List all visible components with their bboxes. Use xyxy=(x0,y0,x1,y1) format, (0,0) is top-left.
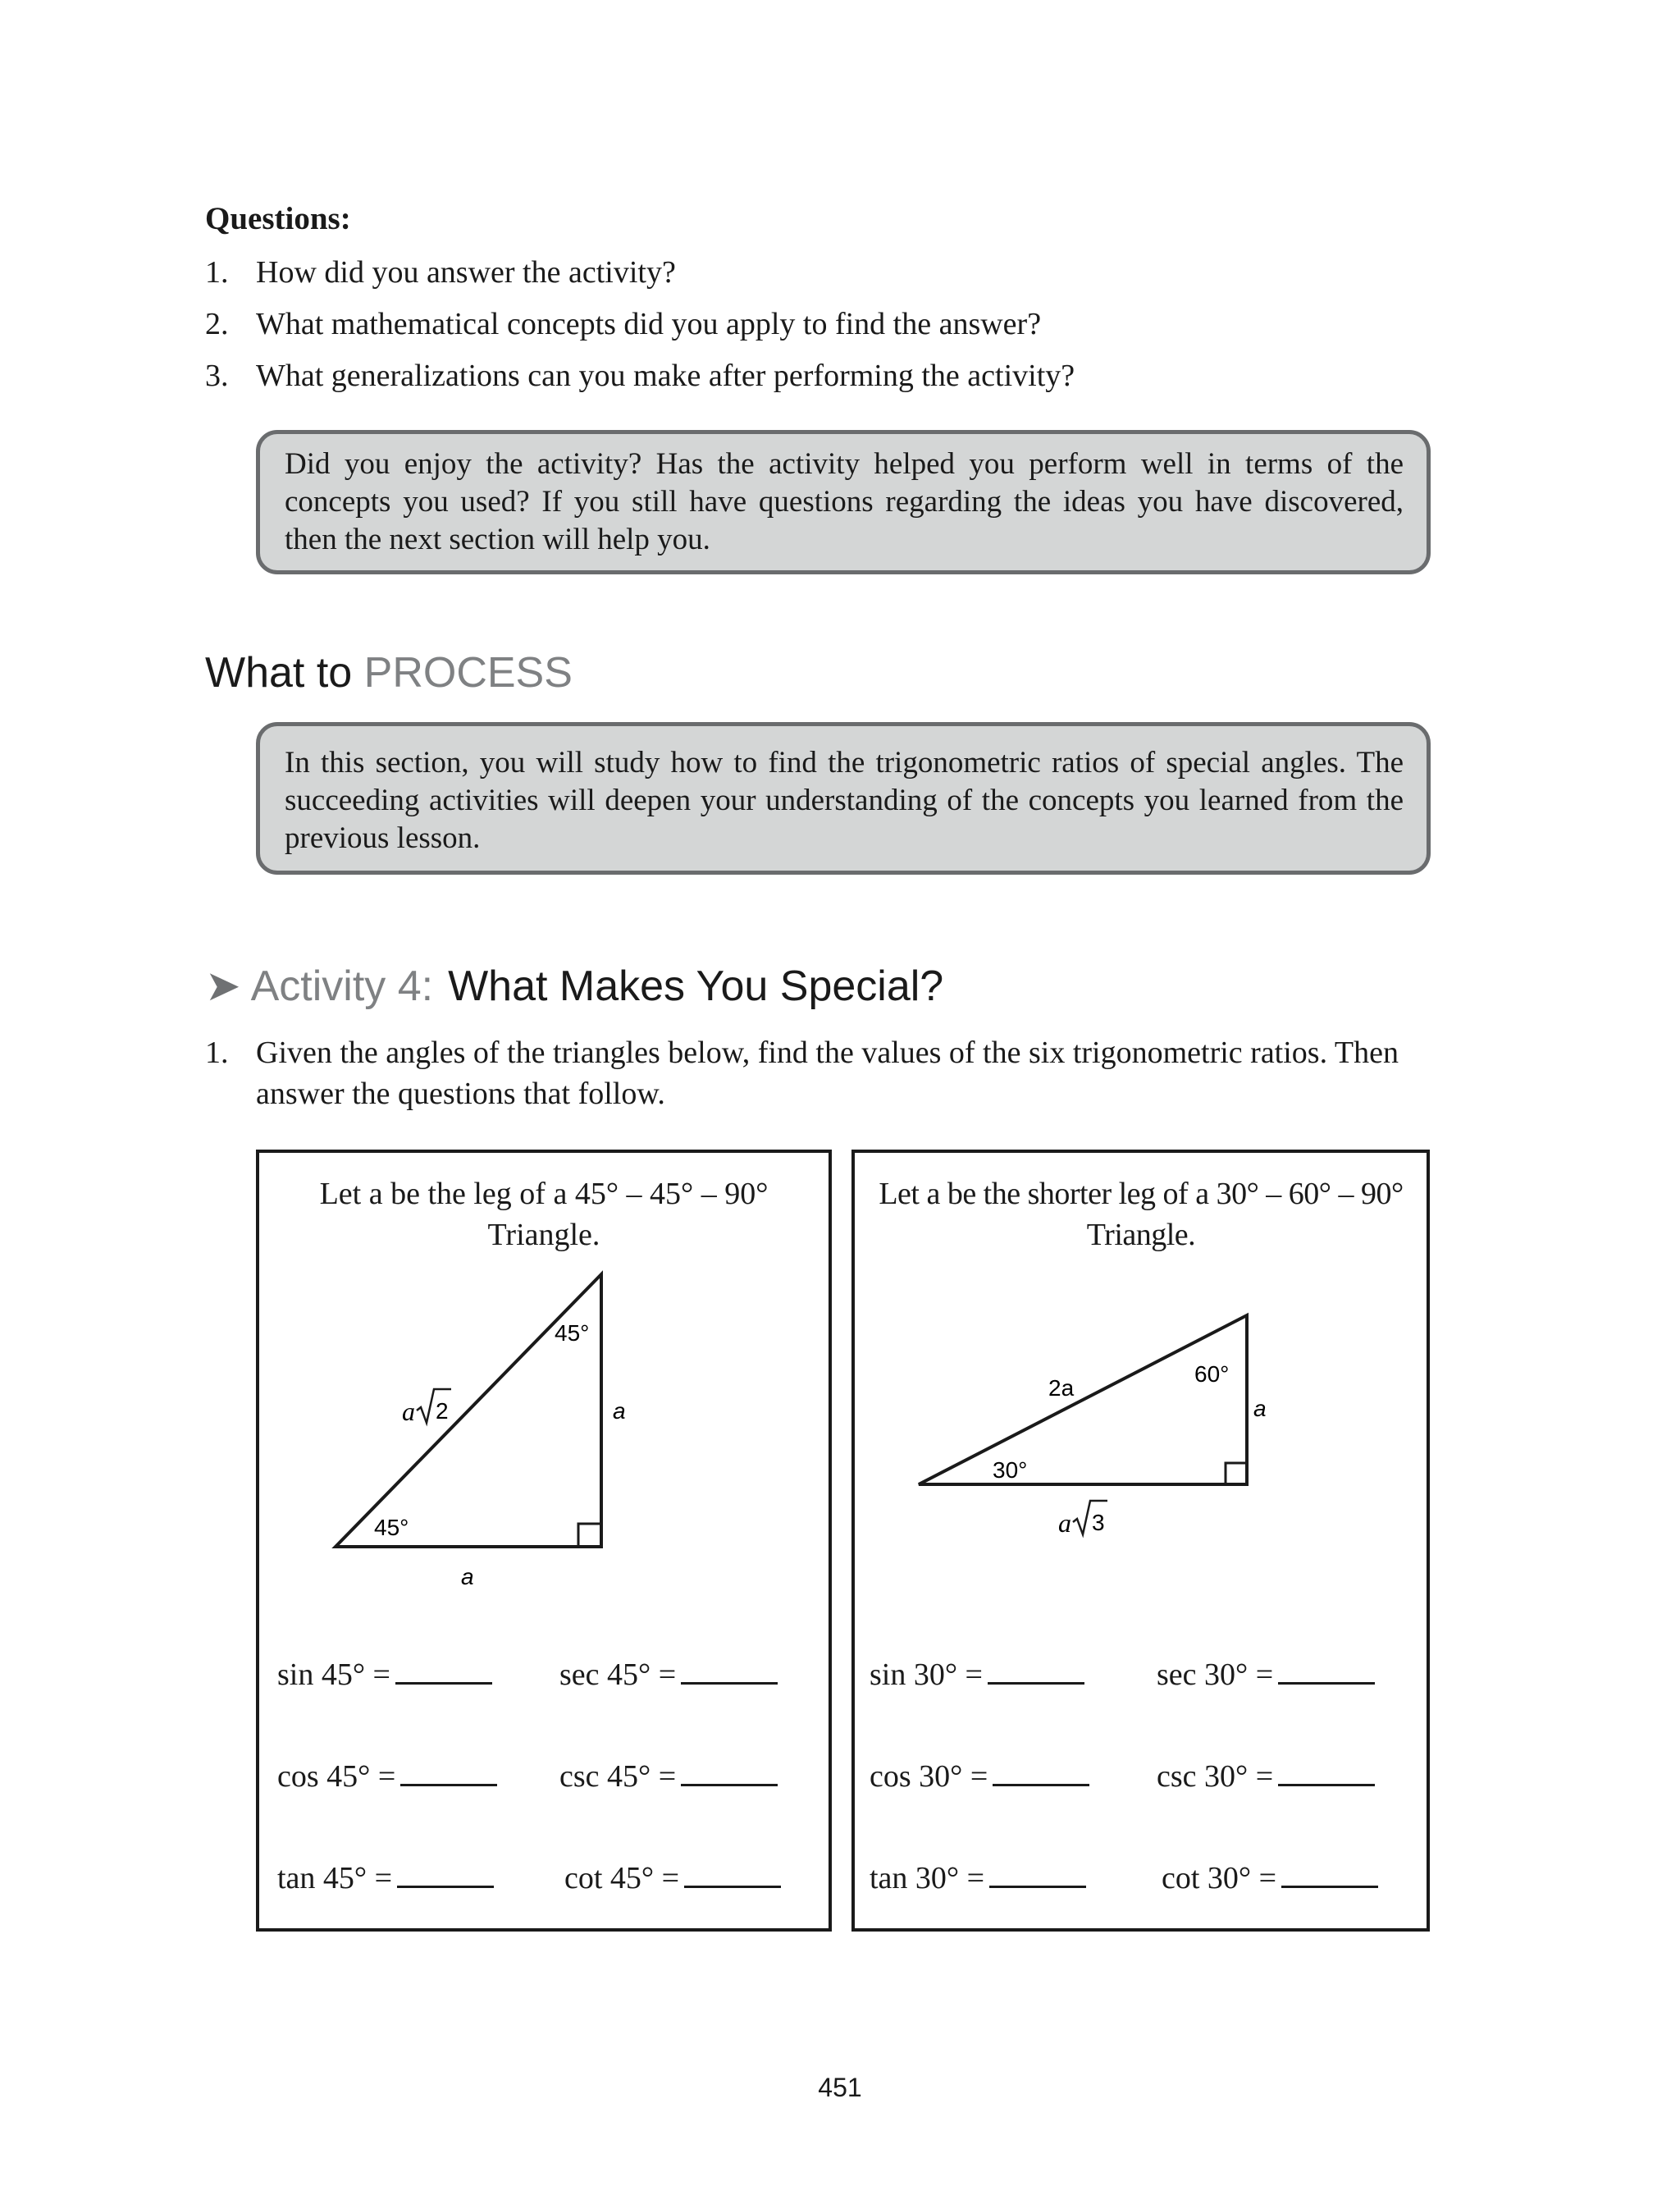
equation-label: tan 45° = xyxy=(277,1861,393,1895)
list-item xyxy=(205,298,1518,350)
arrow-icon: ➤ xyxy=(205,962,241,1010)
caption-line: Triangle. xyxy=(487,1218,600,1252)
hypotenuse-root: 2 xyxy=(436,1398,449,1424)
activity-instruction xyxy=(205,1032,1493,1114)
answer-blank[interactable] xyxy=(993,1756,1089,1786)
csc45-equation xyxy=(559,1756,778,1795)
cot45-equation xyxy=(564,1858,781,1896)
caption-line: Let a be the leg of a 45° – 45° – 90° xyxy=(319,1177,769,1211)
angle-label-top: 60° xyxy=(1194,1361,1230,1387)
answer-blank[interactable] xyxy=(1281,1858,1378,1888)
equation-label: csc 30° = xyxy=(1157,1759,1274,1794)
equation-label: cos 30° = xyxy=(870,1759,988,1794)
answer-blank[interactable] xyxy=(395,1654,492,1685)
triangle-30-60-diagram xyxy=(851,1150,1430,1642)
activity-label: Activity 4: xyxy=(250,962,434,1010)
questions-heading: Questions: xyxy=(205,201,351,236)
hypotenuse-variable: a xyxy=(402,1397,415,1426)
section-title xyxy=(205,648,573,697)
answer-blank[interactable] xyxy=(684,1858,781,1888)
question-number: 1. xyxy=(205,254,229,290)
hypotenuse-label: 2a xyxy=(1048,1375,1075,1401)
answer-blank[interactable] xyxy=(681,1756,778,1786)
caption-line: Triangle. xyxy=(1086,1218,1196,1252)
question-text: How did you answer the activity? xyxy=(256,254,676,290)
answer-blank[interactable] xyxy=(1278,1654,1375,1685)
answer-blank[interactable] xyxy=(988,1654,1084,1685)
instruction-number: 1. xyxy=(205,1036,229,1070)
questions-list xyxy=(205,246,1518,401)
question-text: What mathematical concepts did you apply to find the answer? xyxy=(256,306,1042,341)
section-title-highlight: PROCESS xyxy=(363,649,573,697)
cos45-equation xyxy=(277,1756,497,1795)
bottom-leg-root: 3 xyxy=(1092,1510,1105,1535)
instruction-text: Given the angles of the triangles below, find the values of the six trigonometric ratios. Then answer the questions that follow. xyxy=(256,1036,1399,1111)
angle-label-left: 30° xyxy=(993,1457,1028,1483)
activity-name: What Makes You Special? xyxy=(448,962,944,1010)
cot30-equation xyxy=(1162,1858,1378,1896)
vertical-leg-label: a xyxy=(1253,1396,1267,1421)
equation-label: sin 30° = xyxy=(870,1657,983,1692)
equation-label: sec 30° = xyxy=(1157,1657,1274,1692)
triangle-45-diagram xyxy=(256,1150,832,1642)
csc30-equation xyxy=(1157,1756,1375,1795)
equation-label: sec 45° = xyxy=(559,1657,677,1692)
answer-blank[interactable] xyxy=(397,1858,494,1888)
angle-label-top: 45° xyxy=(555,1320,590,1346)
equation-label: cot 30° = xyxy=(1162,1861,1277,1895)
page-number: 451 xyxy=(818,2073,862,2102)
cos30-equation xyxy=(870,1756,1089,1795)
equation-label: csc 45° = xyxy=(559,1759,677,1794)
equation-label: sin 45° = xyxy=(277,1657,390,1692)
equation-label: cot 45° = xyxy=(564,1861,680,1895)
answer-blank[interactable] xyxy=(989,1858,1086,1888)
tan45-equation xyxy=(277,1858,494,1896)
right-angle-marker xyxy=(578,1524,601,1547)
triangle-30-60-shape xyxy=(919,1315,1247,1484)
right-angle-marker xyxy=(1226,1463,1247,1484)
list-item xyxy=(205,350,1518,401)
question-number: 3. xyxy=(205,358,229,393)
equation-label: tan 30° = xyxy=(870,1861,985,1895)
sin45-equation xyxy=(277,1654,492,1693)
section-intro-callout: In this section, you will study how to find the trigonometric ratios of special angles. The succeeding activities will deepen your understanding of the concepts you learned from the previous lesson. xyxy=(256,722,1431,875)
list-item xyxy=(205,246,1518,298)
sin30-equation xyxy=(870,1654,1084,1693)
answer-blank[interactable] xyxy=(681,1654,778,1685)
question-text: What generalizations can you make after performing the activity? xyxy=(256,358,1075,393)
caption-line: Let a be the shorter leg of a 30° – 60° – 90° xyxy=(879,1177,1404,1211)
bottom-leg-label: a xyxy=(461,1564,474,1589)
tan30-equation xyxy=(870,1858,1086,1896)
angle-label-bottom: 45° xyxy=(374,1515,409,1540)
triangle-45-shape xyxy=(336,1274,601,1547)
vertical-leg-label: a xyxy=(613,1398,626,1424)
section-title-prefix: What to xyxy=(205,649,364,697)
answer-blank[interactable] xyxy=(400,1756,497,1786)
sec30-equation xyxy=(1157,1654,1375,1693)
question-number: 2. xyxy=(205,306,229,341)
activity-title xyxy=(205,962,943,1011)
reflection-callout: Did you enjoy the activity? Has the activity helped you perform well in terms of the concepts you used? If you still have questions regarding the ideas you have discovered, then the next section will help you. xyxy=(256,430,1431,574)
answer-blank[interactable] xyxy=(1278,1756,1375,1786)
sec45-equation xyxy=(559,1654,778,1693)
bottom-leg-variable: a xyxy=(1058,1508,1071,1538)
equation-label: cos 45° = xyxy=(277,1759,396,1794)
